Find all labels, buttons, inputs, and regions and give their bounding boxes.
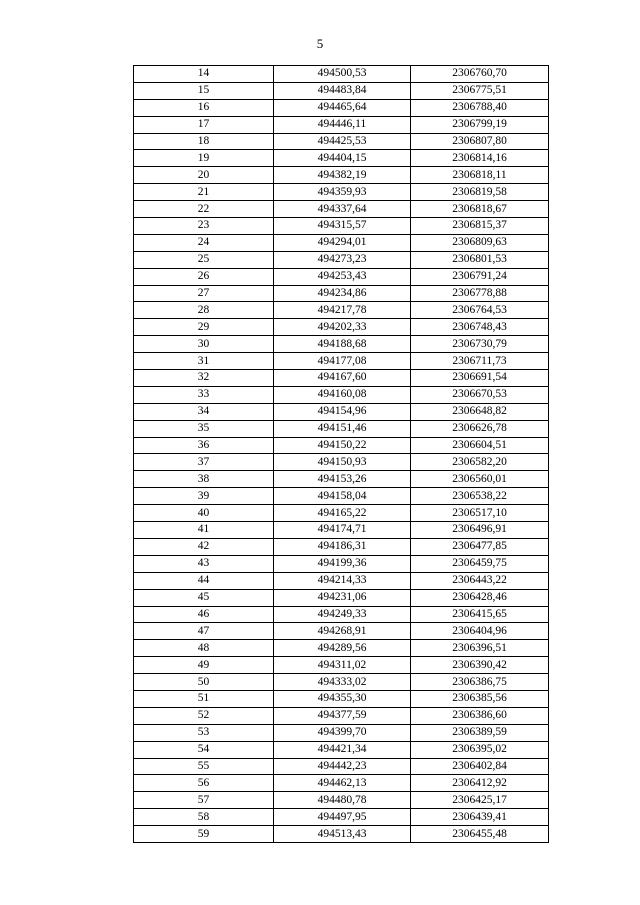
table-row: [134, 99, 549, 116]
x-coordinate-cell: 494421,34: [274, 741, 411, 758]
point-number-cell: 27: [134, 285, 274, 302]
y-coordinate-cell: 2306455,48: [411, 826, 549, 843]
y-coordinate-cell: 2306818,11: [411, 167, 549, 184]
y-coordinate-cell: 2306670,53: [411, 386, 549, 403]
point-number-cell: 58: [134, 809, 274, 826]
table-row: [134, 809, 549, 826]
y-coordinate-cell: 2306404,96: [411, 623, 549, 640]
x-coordinate-cell: 494165,22: [274, 505, 411, 522]
x-coordinate-cell: 494497,95: [274, 809, 411, 826]
point-number-cell: 38: [134, 471, 274, 488]
y-coordinate-cell: 2306819,58: [411, 184, 549, 201]
point-number-cell: 31: [134, 353, 274, 370]
y-coordinate-cell: 2306711,73: [411, 353, 549, 370]
x-coordinate-cell: 494359,93: [274, 184, 411, 201]
point-number-cell: 50: [134, 674, 274, 691]
y-coordinate-cell: 2306691,54: [411, 370, 549, 387]
x-coordinate-cell: 494333,02: [274, 674, 411, 691]
y-coordinate-cell: 2306582,20: [411, 454, 549, 471]
x-coordinate-cell: 494483,84: [274, 82, 411, 99]
point-number-cell: 30: [134, 336, 274, 353]
table-row: [134, 150, 549, 167]
point-number-cell: 33: [134, 386, 274, 403]
point-number-cell: 16: [134, 99, 274, 116]
table-row: [134, 251, 549, 268]
table-row: [134, 775, 549, 792]
y-coordinate-cell: 2306730,79: [411, 336, 549, 353]
x-coordinate-cell: 494513,43: [274, 826, 411, 843]
x-coordinate-cell: 494158,04: [274, 488, 411, 505]
point-number-cell: 39: [134, 488, 274, 505]
y-coordinate-cell: 2306459,75: [411, 555, 549, 572]
y-coordinate-cell: 2306385,56: [411, 690, 549, 707]
y-coordinate-cell: 2306443,22: [411, 572, 549, 589]
table-row: [134, 454, 549, 471]
point-number-cell: 52: [134, 707, 274, 724]
table-row: [134, 353, 549, 370]
point-number-cell: 45: [134, 589, 274, 606]
point-number-cell: 19: [134, 150, 274, 167]
table-row: [134, 234, 549, 251]
x-coordinate-cell: 494249,33: [274, 606, 411, 623]
y-coordinate-cell: 2306775,51: [411, 82, 549, 99]
y-coordinate-cell: 2306807,80: [411, 133, 549, 150]
point-number-cell: 26: [134, 268, 274, 285]
point-number-cell: 59: [134, 826, 274, 843]
table-row: [134, 505, 549, 522]
table-row: [134, 319, 549, 336]
x-coordinate-cell: 494177,08: [274, 353, 411, 370]
point-number-cell: 36: [134, 437, 274, 454]
page-number: 5: [316, 36, 324, 51]
table-row: [134, 167, 549, 184]
x-coordinate-cell: 494268,91: [274, 623, 411, 640]
x-coordinate-cell: 494462,13: [274, 775, 411, 792]
y-coordinate-cell: 2306425,17: [411, 792, 549, 809]
point-number-cell: 15: [134, 82, 274, 99]
table-row: [134, 606, 549, 623]
point-number-cell: 55: [134, 758, 274, 775]
x-coordinate-cell: 494151,46: [274, 420, 411, 437]
table-row: [134, 201, 549, 218]
point-number-cell: 17: [134, 116, 274, 133]
coordinates-table: [133, 65, 549, 843]
y-coordinate-cell: 2306818,67: [411, 201, 549, 218]
x-coordinate-cell: 494337,64: [274, 201, 411, 218]
x-coordinate-cell: 494231,06: [274, 589, 411, 606]
point-number-cell: 53: [134, 724, 274, 741]
point-number-cell: 24: [134, 234, 274, 251]
table-row: [134, 640, 549, 657]
y-coordinate-cell: 2306415,65: [411, 606, 549, 623]
table-row: [134, 707, 549, 724]
point-number-cell: 56: [134, 775, 274, 792]
table-row: [134, 437, 549, 454]
y-coordinate-cell: 2306386,60: [411, 707, 549, 724]
x-coordinate-cell: 494355,30: [274, 690, 411, 707]
table-row: [134, 386, 549, 403]
point-number-cell: 32: [134, 370, 274, 387]
point-number-cell: 14: [134, 66, 274, 83]
y-coordinate-cell: 2306402,84: [411, 758, 549, 775]
y-coordinate-cell: 2306801,53: [411, 251, 549, 268]
point-number-cell: 35: [134, 420, 274, 437]
point-number-cell: 21: [134, 184, 274, 201]
table-row: [134, 741, 549, 758]
table-row: [134, 285, 549, 302]
x-coordinate-cell: 494188,68: [274, 336, 411, 353]
table-row: [134, 66, 549, 83]
point-number-cell: 22: [134, 201, 274, 218]
x-coordinate-cell: 494315,57: [274, 218, 411, 235]
table-row: [134, 690, 549, 707]
y-coordinate-cell: 2306604,51: [411, 437, 549, 454]
y-coordinate-cell: 2306560,01: [411, 471, 549, 488]
point-number-cell: 43: [134, 555, 274, 572]
table-row: [134, 471, 549, 488]
y-coordinate-cell: 2306799,19: [411, 116, 549, 133]
x-coordinate-cell: 494480,78: [274, 792, 411, 809]
x-coordinate-cell: 494500,53: [274, 66, 411, 83]
point-number-cell: 37: [134, 454, 274, 471]
point-number-cell: 25: [134, 251, 274, 268]
x-coordinate-cell: 494377,59: [274, 707, 411, 724]
point-number-cell: 40: [134, 505, 274, 522]
y-coordinate-cell: 2306764,53: [411, 302, 549, 319]
table-row: [134, 488, 549, 505]
table-row: [134, 572, 549, 589]
y-coordinate-cell: 2306626,78: [411, 420, 549, 437]
x-coordinate-cell: 494174,71: [274, 522, 411, 539]
y-coordinate-cell: 2306791,24: [411, 268, 549, 285]
table-row: [134, 724, 549, 741]
y-coordinate-cell: 2306517,10: [411, 505, 549, 522]
y-coordinate-cell: 2306538,22: [411, 488, 549, 505]
table-row: [134, 82, 549, 99]
point-number-cell: 47: [134, 623, 274, 640]
x-coordinate-cell: 494153,26: [274, 471, 411, 488]
table-row: [134, 336, 549, 353]
table-row: [134, 370, 549, 387]
table-row: [134, 826, 549, 843]
point-number-cell: 18: [134, 133, 274, 150]
table-row: [134, 657, 549, 674]
point-number-cell: 28: [134, 302, 274, 319]
x-coordinate-cell: 494154,96: [274, 403, 411, 420]
table-row: [134, 218, 549, 235]
x-coordinate-cell: 494273,23: [274, 251, 411, 268]
point-number-cell: 44: [134, 572, 274, 589]
y-coordinate-cell: 2306496,91: [411, 522, 549, 539]
table-row: [134, 538, 549, 555]
y-coordinate-cell: 2306386,75: [411, 674, 549, 691]
x-coordinate-cell: 494399,70: [274, 724, 411, 741]
coordinates-table-body: [134, 66, 549, 843]
table-row: [134, 674, 549, 691]
y-coordinate-cell: 2306748,43: [411, 319, 549, 336]
point-number-cell: 57: [134, 792, 274, 809]
y-coordinate-cell: 2306428,46: [411, 589, 549, 606]
table-row: [134, 184, 549, 201]
table-row: [134, 420, 549, 437]
point-number-cell: 42: [134, 538, 274, 555]
y-coordinate-cell: 2306814,16: [411, 150, 549, 167]
point-number-cell: 51: [134, 690, 274, 707]
y-coordinate-cell: 2306809,63: [411, 234, 549, 251]
x-coordinate-cell: 494217,78: [274, 302, 411, 319]
x-coordinate-cell: 494382,19: [274, 167, 411, 184]
point-number-cell: 48: [134, 640, 274, 657]
table-row: [134, 302, 549, 319]
x-coordinate-cell: 494167,60: [274, 370, 411, 387]
x-coordinate-cell: 494150,93: [274, 454, 411, 471]
x-coordinate-cell: 494214,33: [274, 572, 411, 589]
x-coordinate-cell: 494199,36: [274, 555, 411, 572]
table-row: [134, 758, 549, 775]
x-coordinate-cell: 494425,53: [274, 133, 411, 150]
y-coordinate-cell: 2306396,51: [411, 640, 549, 657]
y-coordinate-cell: 2306477,85: [411, 538, 549, 555]
table-row: [134, 792, 549, 809]
x-coordinate-cell: 494186,31: [274, 538, 411, 555]
table-row: [134, 116, 549, 133]
x-coordinate-cell: 494253,43: [274, 268, 411, 285]
point-number-cell: 49: [134, 657, 274, 674]
table-row: [134, 589, 549, 606]
table-row: [134, 403, 549, 420]
y-coordinate-cell: 2306412,92: [411, 775, 549, 792]
x-coordinate-cell: 494404,15: [274, 150, 411, 167]
y-coordinate-cell: 2306815,37: [411, 218, 549, 235]
x-coordinate-cell: 494234,86: [274, 285, 411, 302]
x-coordinate-cell: 494446,11: [274, 116, 411, 133]
point-number-cell: 23: [134, 218, 274, 235]
y-coordinate-cell: 2306648,82: [411, 403, 549, 420]
x-coordinate-cell: 494150,22: [274, 437, 411, 454]
x-coordinate-cell: 494160,08: [274, 386, 411, 403]
table-row: [134, 623, 549, 640]
point-number-cell: 54: [134, 741, 274, 758]
x-coordinate-cell: 494311,02: [274, 657, 411, 674]
x-coordinate-cell: 494202,33: [274, 319, 411, 336]
x-coordinate-cell: 494465,64: [274, 99, 411, 116]
table-row: [134, 555, 549, 572]
y-coordinate-cell: 2306788,40: [411, 99, 549, 116]
y-coordinate-cell: 2306389,59: [411, 724, 549, 741]
point-number-cell: 34: [134, 403, 274, 420]
point-number-cell: 29: [134, 319, 274, 336]
y-coordinate-cell: 2306778,88: [411, 285, 549, 302]
table-row: [134, 133, 549, 150]
x-coordinate-cell: 494442,23: [274, 758, 411, 775]
point-number-cell: 20: [134, 167, 274, 184]
y-coordinate-cell: 2306760,70: [411, 66, 549, 83]
point-number-cell: 41: [134, 522, 274, 539]
point-number-cell: 46: [134, 606, 274, 623]
y-coordinate-cell: 2306439,41: [411, 809, 549, 826]
table-row: [134, 268, 549, 285]
y-coordinate-cell: 2306390,42: [411, 657, 549, 674]
x-coordinate-cell: 494294,01: [274, 234, 411, 251]
y-coordinate-cell: 2306395,02: [411, 741, 549, 758]
x-coordinate-cell: 494289,56: [274, 640, 411, 657]
table-row: [134, 522, 549, 539]
